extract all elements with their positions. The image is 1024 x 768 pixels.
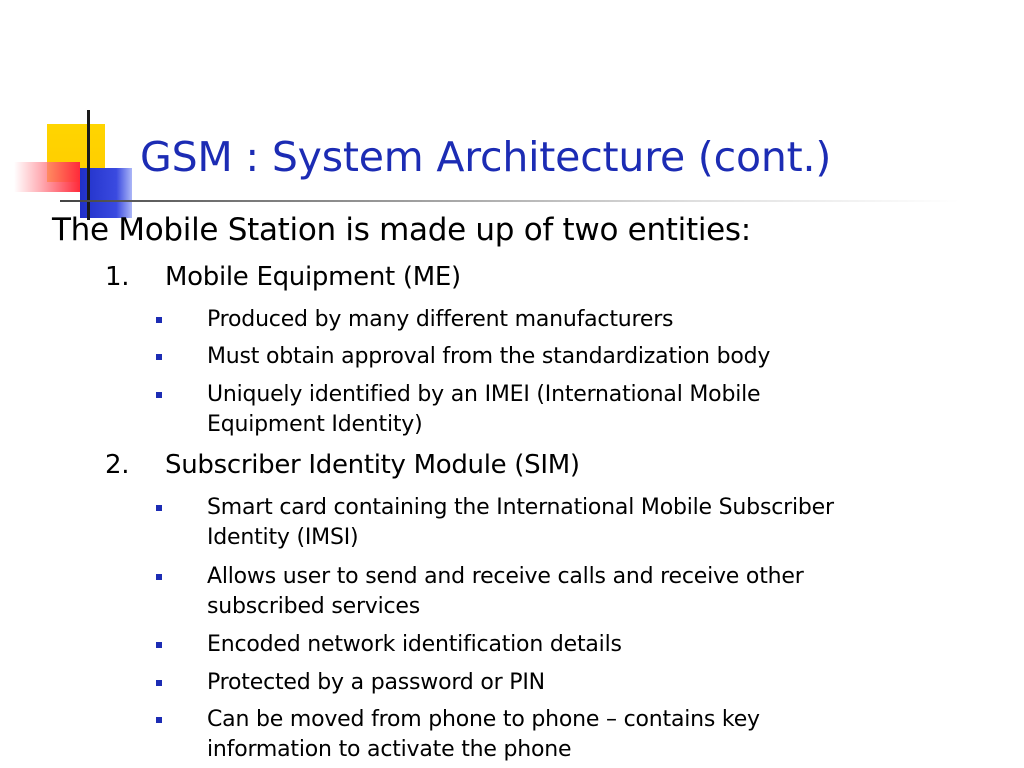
bullet-text: Can be moved from phone to phone – contains key information to activate the phone bbox=[207, 707, 760, 762]
square-bullet-icon bbox=[156, 574, 162, 580]
bullet-text: Allows user to send and receive calls and receive other subscribed services bbox=[207, 564, 804, 619]
decorative-vertical-line bbox=[87, 110, 90, 220]
item-label: Subscriber Identity Module (SIM) bbox=[165, 450, 580, 480]
bullet-text: Protected by a password or PIN bbox=[207, 670, 545, 695]
list-item bbox=[156, 668, 936, 698]
intro-text: The Mobile Station is made up of two entities: bbox=[52, 212, 751, 248]
bullet-text: Uniquely identified by an IMEI (International Mobile Equipment Identity) bbox=[207, 382, 761, 437]
square-bullet-icon bbox=[156, 317, 162, 323]
square-bullet-icon bbox=[156, 680, 162, 686]
item-number: 2. bbox=[105, 450, 130, 480]
item-number: 1. bbox=[105, 262, 130, 292]
decorative-red-bar bbox=[14, 162, 80, 192]
slide-title: GSM : System Architecture (cont.) bbox=[140, 133, 832, 181]
item-label: Mobile Equipment (ME) bbox=[165, 262, 461, 292]
list-item bbox=[156, 562, 936, 622]
title-underline bbox=[60, 200, 960, 202]
list-item bbox=[156, 342, 936, 372]
bullet-text: Smart card containing the International Mobile Subscriber Identity (IMSI) bbox=[207, 495, 834, 550]
list-item bbox=[156, 305, 936, 335]
list-item bbox=[156, 705, 936, 765]
square-bullet-icon bbox=[156, 354, 162, 360]
numbered-item-mobile-equipment bbox=[105, 262, 461, 292]
square-bullet-icon bbox=[156, 642, 162, 648]
bullet-text: Must obtain approval from the standardization body bbox=[207, 344, 771, 369]
list-item bbox=[156, 630, 936, 660]
list-item bbox=[156, 493, 936, 553]
bullet-text: Produced by many different manufacturers bbox=[207, 307, 674, 332]
numbered-item-sim bbox=[105, 450, 580, 480]
bullet-text: Encoded network identification details bbox=[207, 632, 622, 657]
square-bullet-icon bbox=[156, 505, 162, 511]
square-bullet-icon bbox=[156, 717, 162, 723]
square-bullet-icon bbox=[156, 392, 162, 398]
list-item bbox=[156, 380, 936, 440]
